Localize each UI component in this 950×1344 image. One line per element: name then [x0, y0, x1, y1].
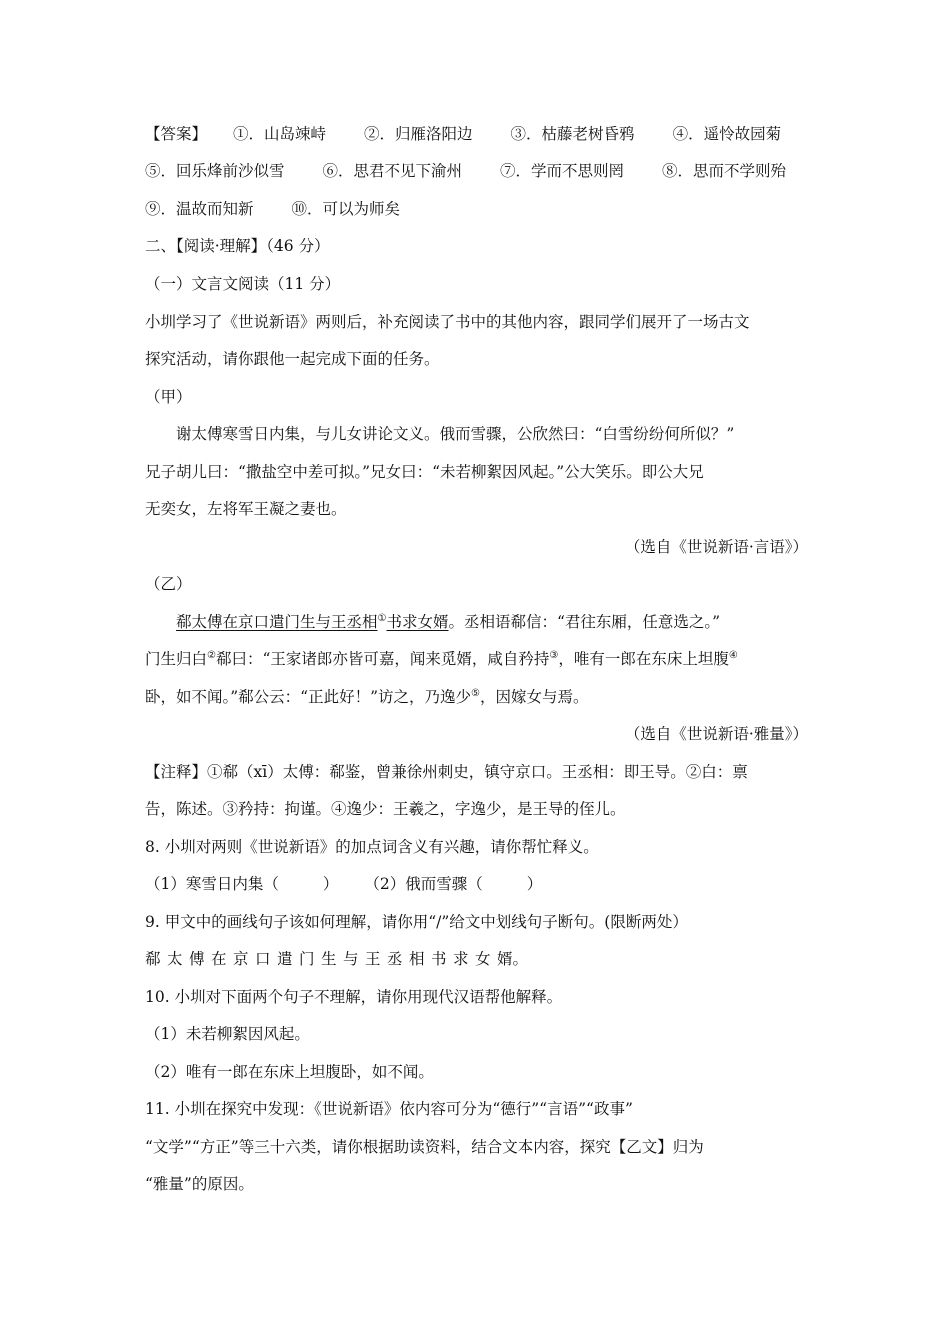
section-heading: 二、【阅读·理解】（46 分）: [145, 237, 330, 255]
sentence-char: 生: [321, 950, 337, 968]
answer-item: ⑩．可以为师矣: [291, 200, 401, 218]
question-8-items: [145, 874, 815, 894]
footnote-marker: ③: [549, 650, 559, 661]
question-11-line: 11. 小圳在探究中发现：《世说新语》依内容可分为“德行”“言语”“政事”: [145, 1100, 633, 1118]
sentence-char: 与: [343, 950, 359, 968]
sentence-char: 丞: [387, 950, 403, 968]
sentence-char: 王: [365, 950, 381, 968]
footnote-marker: ②: [207, 650, 216, 661]
answer-label: 【答案】: [145, 125, 208, 143]
footnote-marker: ①: [377, 613, 387, 624]
sentence-char: 郗: [145, 950, 161, 968]
question-8: 8. 小圳对两则《世说新语》的加点词含义有兴趣，请你帮忙释义。: [145, 838, 599, 856]
passage-yi-line-2: [145, 649, 815, 669]
answer-item: ③．枯藤老树昏鸦: [510, 125, 635, 143]
sentence-char: 婿。: [497, 950, 529, 968]
answer-item: ①．山岛竦峙: [233, 125, 327, 143]
passage-yi-line-3: [145, 687, 815, 707]
passage-label-yi: （乙）: [145, 575, 192, 593]
passage-jia-line: 无奕女，左将军王凝之妻也。: [145, 500, 347, 518]
footnote-marker: ④: [728, 650, 738, 661]
sentence-char: 京: [233, 950, 249, 968]
sentence-char: 在: [211, 950, 227, 968]
question-10-item: （2）唯有一郎在东床上坦腹卧，如不闻。: [145, 1063, 434, 1081]
passage-jia-source: （选自《世说新语·言语》）: [624, 538, 808, 556]
question-10: 10. 小圳对下面两个句子不理解，请你用现代汉语帮他解释。: [145, 988, 563, 1006]
passage-text: 郗曰：“王家诸郎亦皆可嘉，闻来觅婿，咸自矜持: [215, 650, 550, 668]
underlined-sentence: 书求女婿: [386, 613, 449, 631]
answer-item: ⑤．回乐烽前沙似雪: [145, 162, 285, 180]
question-8-item-2-close: ）: [526, 875, 543, 893]
intro-line: 探究活动，请你跟他一起完成下面的任务。: [145, 350, 440, 368]
answer-line-3: [145, 199, 815, 219]
passage-text: 。丞相语郗信：“君往东厢，任意选之。”: [448, 613, 721, 631]
question-10-item: （1）未若柳絮因风起。: [145, 1025, 310, 1043]
sentence-char: 女: [475, 950, 491, 968]
intro-line: 小圳学习了《世说新语》两则后，补充阅读了书中的其他内容，跟同学们展开了一场古文: [145, 313, 750, 331]
passage-text: 门生归白: [145, 650, 208, 668]
subsection-heading: （一）文言文阅读（11 分）: [145, 275, 341, 293]
answer-item: ④．遥怜故园菊: [672, 125, 782, 143]
passage-yi-source: （选自《世说新语·雅量》）: [624, 725, 808, 743]
answer-line-1: [145, 124, 815, 144]
answer-item: ⑨．温故而知新: [145, 200, 254, 218]
passage-label-jia: （甲）: [145, 388, 192, 406]
passage-text: ，因嫁女与焉。: [480, 688, 589, 706]
question-9: 9. 甲文中的画线句子该如何理解，请你用“/”给文中划线句子断句。(限断两处）: [145, 913, 688, 931]
answer-item: ②．归雁洛阳边: [364, 125, 473, 143]
notes-line: 告，陈述。③矜持：拘谨。④逸少：王羲之，字逸少，是王导的侄儿。: [145, 800, 626, 818]
answer-item: ⑥．思君不见下渝州: [322, 162, 463, 180]
question-8-item-1-close: ）: [322, 875, 339, 893]
passage-text: ，唯有一郎在东床上坦腹: [558, 650, 729, 668]
question-11-line: “雅量”的原因。: [145, 1175, 254, 1193]
answer-item: ⑧．思而不学则殆: [662, 162, 787, 180]
underlined-sentence: 郗太傅在京口遣门生与王丞相: [176, 613, 378, 631]
sentence-char: 遣: [277, 950, 293, 968]
question-11-line: “文学”“方正”等三十六类，请你根据助读资料，结合文本内容，探究【乙文】归为: [145, 1138, 704, 1156]
footnote-marker: ⑤: [471, 688, 480, 699]
sentence-char: 书: [431, 950, 447, 968]
answer-line-2: [145, 161, 815, 181]
answer-item: ⑦．学而不思则罔: [500, 162, 625, 180]
sentence-char: 求: [453, 950, 469, 968]
notes-line: 【注释】①郗（xī）太傅：郗鉴，曾兼徐州刺史，镇守京口。王丞相：即王导。②白：禀: [145, 763, 748, 781]
sentence-char: 相: [409, 950, 425, 968]
question-8-item-1: （1）寒雪日内集（: [145, 875, 279, 893]
passage-yi-line-1: [176, 612, 846, 632]
sentence-char: 傅: [189, 950, 205, 968]
sentence-char: 口: [255, 950, 271, 968]
passage-text: 卧，如不闻。”郗公云：“正此好！”访之，乃逸少: [145, 688, 472, 706]
question-8-item-2: （2）俄而雪骤（: [364, 875, 483, 893]
question-9-sentence: [145, 949, 815, 969]
passage-jia-line: 兄子胡儿曰：“撒盐空中差可拟。”兄女曰：“未若柳絮因风起。”公大笑乐。即公大兄: [145, 463, 704, 481]
sentence-char: 门: [299, 950, 315, 968]
sentence-char: 太: [167, 950, 183, 968]
passage-jia-line: 谢太傅寒雪日内集，与儿女讲论文义。俄而雪骤，公欣然曰：“白雪纷纷何所似？”: [176, 425, 735, 443]
